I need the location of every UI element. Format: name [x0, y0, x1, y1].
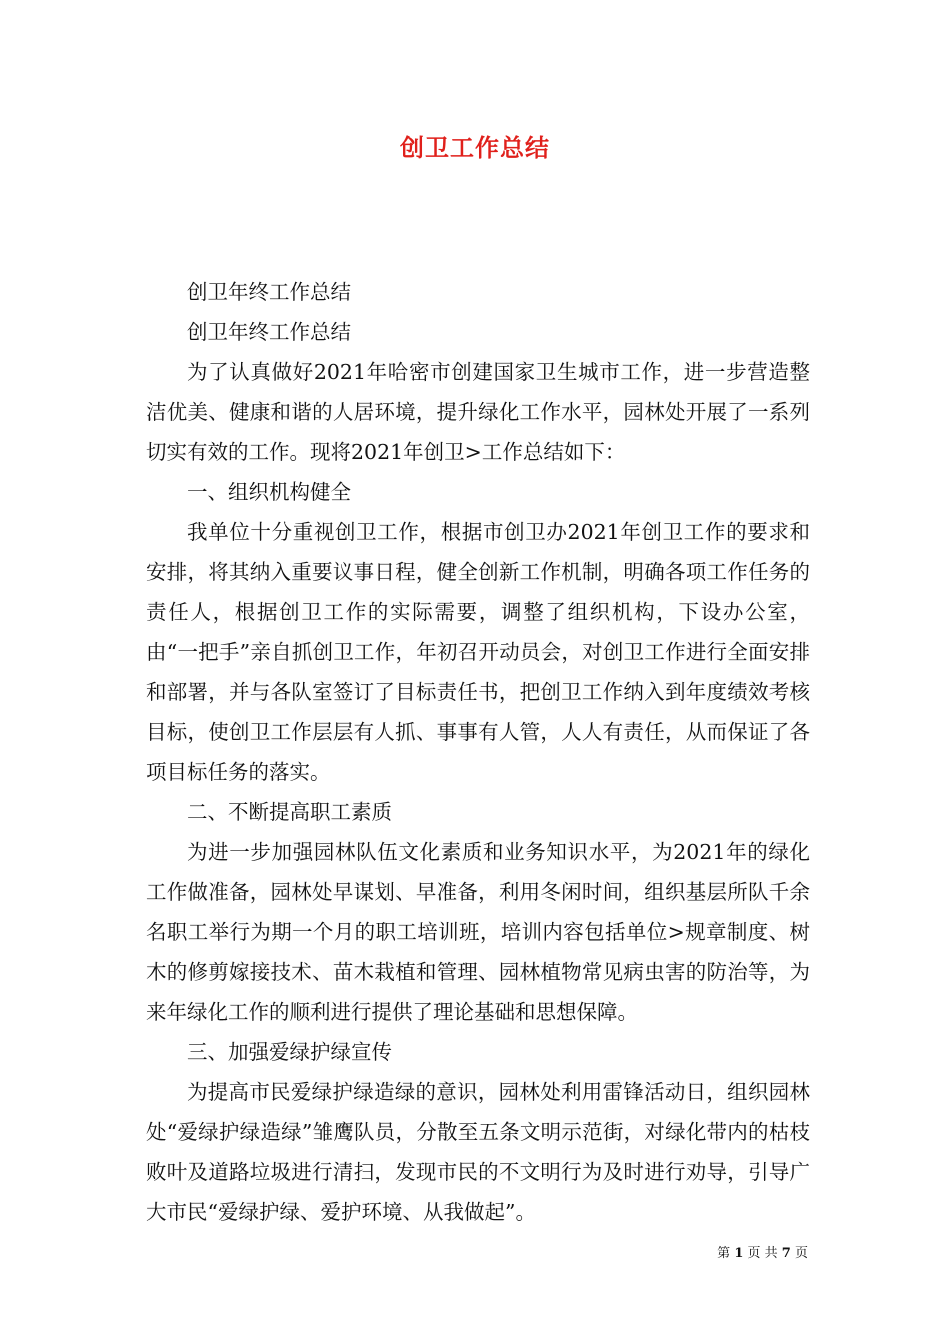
section-heading-2: 二、不断提高职工素质	[187, 800, 392, 824]
paragraph-section-1: 我单位十分重视创卫工作，根据市创卫办2021年创卫工作的要求和安排，将其纳入重要议事日程，健全创新工作机制，明确各项工作任务的责任人，根据创卫工作的实际需要，调整了组织机构，下设办公室，由“一把手”亲自抓创卫工作，年初召开动员会，对创卫工作进行全面安排和部署，并与各队室签订了目标责任书，把创卫工作纳入到年度绩效考核目标，使创卫工作层层有人抓、事事有人管，人人有责任，从而保证了各项目标任务的落实。	[146, 520, 810, 784]
paragraph-subtitle-1: 创卫年终工作总结	[187, 280, 351, 304]
section-heading-1: 一、组织机构健全	[187, 480, 351, 504]
footer-prefix: 第	[717, 1246, 731, 1261]
section-heading-3: 三、加强爱绿护绿宣传	[187, 1040, 392, 1064]
document-title: 创卫工作总结	[400, 134, 550, 162]
footer-suffix: 页	[794, 1246, 808, 1261]
document-body	[146, 272, 810, 1232]
footer-middle: 页 共	[747, 1246, 778, 1261]
paragraph-intro: 为了认真做好2021年哈密市创建国家卫生城市工作，进一步营造整洁优美、健康和谐的人居环境，提升绿化工作水平，园林处开展了一系列切实有效的工作。现将2021年创卫>工作总结如下：	[146, 360, 810, 464]
paragraph-section-3: 为提高市民爱绿护绿造绿的意识，园林处利用雷锋活动日，组织园林处“爱绿护绿造绿”雏鹰队员，分散至五条文明示范街，对绿化带内的枯枝败叶及道路垃圾进行清扫，发现市民的不文明行为及时进行劝导，引导广大市民“爱绿护绿、爱护环境、从我做起”。	[146, 1080, 810, 1224]
paragraph-section-2: 为进一步加强园林队伍文化素质和业务知识水平，为2021年的绿化工作做准备，园林处早谋划、早准备，利用冬闲时间，组织基层所队千余名职工举行为期一个月的职工培训班，培训内容包括单位>规章制度、树木的修剪嫁接技术、苗木栽植和管理、园林植物常见病虫害的防治等，为来年绿化工作的顺利进行提供了理论基础和思想保障。	[146, 840, 810, 1024]
page-number-footer	[717, 1244, 808, 1264]
footer-total-pages: 7	[781, 1246, 791, 1261]
paragraph-subtitle-2: 创卫年终工作总结	[187, 320, 351, 344]
footer-current-page: 1	[734, 1246, 744, 1261]
